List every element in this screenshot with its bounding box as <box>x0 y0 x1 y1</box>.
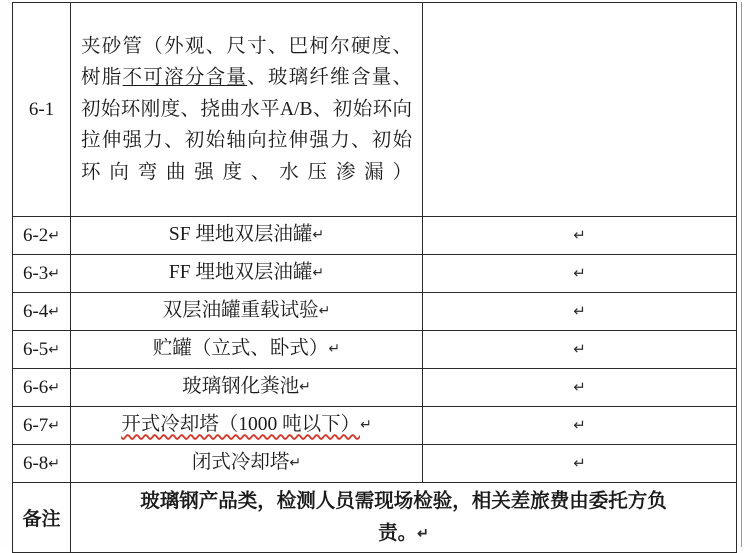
row-name-cell <box>71 3 423 217</box>
table-row <box>13 255 737 293</box>
row-name-cell <box>71 445 423 483</box>
note-label-cell <box>13 483 71 553</box>
row-code-cell <box>13 3 71 217</box>
row-mark-cell <box>423 217 737 255</box>
paragraph-mark-icon: ↵ <box>48 266 61 282</box>
row-code: 6-1 <box>28 98 55 120</box>
paragraph-mark-icon: ↵ <box>573 304 586 320</box>
table-row <box>13 445 737 483</box>
note-body-cell <box>71 483 737 553</box>
row-name: 玻璃钢化粪池 <box>182 376 300 398</box>
paragraph-mark-icon: ↵ <box>318 304 331 320</box>
row-code: 6-4 <box>22 300 49 322</box>
row-name: FF 埋地双层油罐 <box>168 262 313 284</box>
table-row <box>13 217 737 255</box>
paragraph-mark-icon: ↵ <box>417 526 429 542</box>
row-code: 6-6 <box>22 376 49 398</box>
paragraph-mark-icon: ↵ <box>299 380 311 396</box>
paragraph-mark-icon: ↵ <box>312 228 325 244</box>
row-name: 双层油罐重载试验 <box>162 300 319 322</box>
paragraph-mark-icon: ↵ <box>48 228 61 244</box>
paragraph-mark-icon: ↵ <box>312 266 325 282</box>
row-code-cell <box>13 407 71 445</box>
note-label: 备注 <box>22 509 61 530</box>
note-text-line1: 玻璃钢产品类，检测人员需现场检验，相关差旅费由委托方负 <box>140 491 667 513</box>
paragraph-mark-icon: ↵ <box>573 266 586 282</box>
row-code: 6-3 <box>22 262 49 284</box>
table-row <box>13 407 737 445</box>
row-code-cell <box>13 255 71 293</box>
paragraph-mark-icon: ↵ <box>48 380 61 396</box>
row-name: 闭式冷却塔 <box>191 452 290 474</box>
row-name: 贮罐（立式、卧式） <box>152 338 329 360</box>
row-name-cell <box>71 293 423 331</box>
row-name: SF 埋地双层油罐 <box>168 224 313 246</box>
paragraph-mark-icon: ↵ <box>48 456 61 472</box>
row-name-cell <box>71 255 423 293</box>
paragraph-mark-icon: ↵ <box>573 228 586 244</box>
table-row <box>13 3 737 217</box>
row-code: 6-7 <box>22 414 49 436</box>
paragraph-mark-icon: ↵ <box>289 456 302 472</box>
row-mark-cell <box>423 445 737 483</box>
row-name-cell <box>71 407 423 445</box>
service-items-table <box>12 2 737 553</box>
paragraph-mark-icon: ↵ <box>328 342 341 358</box>
row-code-cell <box>13 445 71 483</box>
row-mark-cell <box>423 407 737 445</box>
row-name: 开式冷却塔（1000 吨以下） <box>121 414 361 436</box>
paragraph-mark-icon: ↵ <box>573 342 586 358</box>
row-name-before: 夹砂管（外观、尺寸、巴柯尔硬度、树脂 <box>81 35 412 89</box>
paragraph-mark-icon: ↵ <box>48 418 61 434</box>
row-code-cell <box>13 331 71 369</box>
paragraph-mark-icon: ↵ <box>573 456 586 472</box>
row-mark-cell <box>423 255 737 293</box>
row-mark-cell <box>423 331 737 369</box>
page-right-edge-line <box>741 2 742 547</box>
row-code: 6-5 <box>22 338 49 360</box>
paragraph-mark-icon: ↵ <box>573 380 586 396</box>
row-code-cell <box>13 293 71 331</box>
row-code-cell <box>13 369 71 407</box>
row-mark-cell <box>423 3 737 217</box>
paragraph-mark-icon: ↵ <box>48 342 61 358</box>
row-name-cell <box>71 369 423 407</box>
table-row <box>13 331 737 369</box>
note-text-line2: 责。 <box>378 522 418 544</box>
table-row-note <box>13 483 737 553</box>
paragraph-mark-icon: ↵ <box>573 418 586 434</box>
table-row <box>13 293 737 331</box>
row-code: 6-2 <box>22 224 49 246</box>
row-name-cell <box>71 217 423 255</box>
paragraph-mark-icon: ↵ <box>360 418 372 434</box>
paragraph-mark-icon: ↵ <box>48 304 61 320</box>
row-code-cell <box>13 217 71 255</box>
row-name-underlined: 不可溶分含量 <box>122 67 248 89</box>
row-mark-cell <box>423 293 737 331</box>
table-row <box>13 369 737 407</box>
row-code: 6-8 <box>22 452 49 474</box>
row-mark-cell <box>423 369 737 407</box>
row-name-cell <box>71 331 423 369</box>
row-name-after: 、玻璃纤维含量、初始环刚度、挠曲水平A/B、初始环向拉伸强力、初始轴向拉伸强力、初始环向弯曲强度、水压渗漏） <box>81 67 412 183</box>
